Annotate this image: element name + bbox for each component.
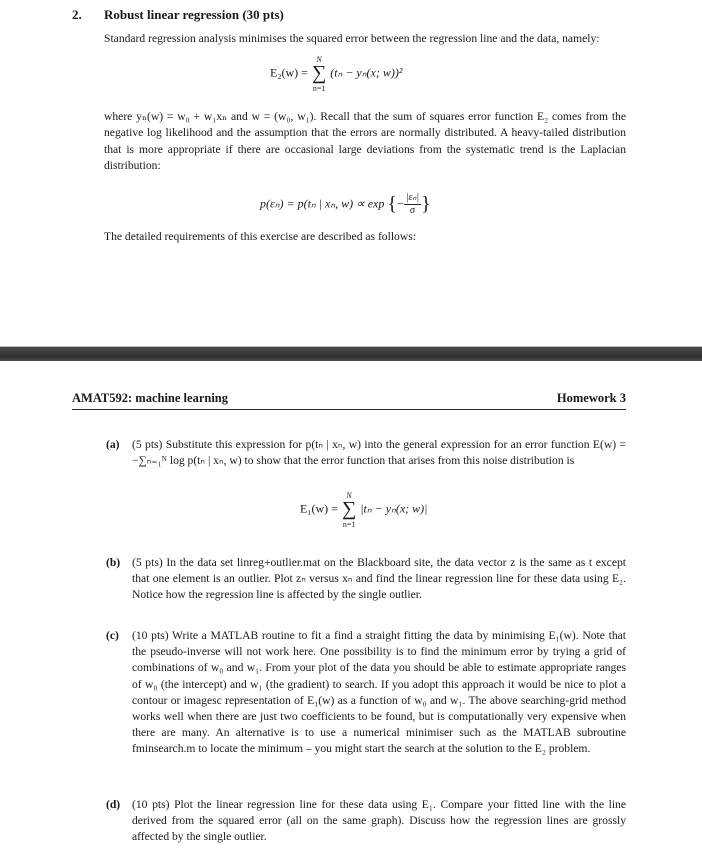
problem-number: 2. [72,7,82,22]
part-b [106,555,626,604]
sum-upper-limit: N [316,55,322,64]
equation-laplace-lhs: p(εₙ) = p(tₙ | xₙ, w) ∝ exp [260,196,385,211]
equation-e2-lhs: E₂(w) = [270,65,308,80]
course-title: AMAT592: machine learning [72,391,229,405]
part-d-label: (d) [106,798,121,811]
problem-heading [72,7,284,23]
part-b-label: (b) [106,556,121,569]
equation-e1-rhs: |tₙ − yₙ(x; w)| [360,501,428,516]
sum-symbol-e1: ∑ N n=1 [341,491,357,529]
sum-lower-limit-e1: n=1 [342,520,356,529]
equation-laplace: p(εₙ) = p(tₙ | xₙ, w) ∝ exp {− $\frac{\text{|εₙ|}}{\sigma}$ } [260,192,431,216]
fraction-numerator: |εₙ| [405,192,420,203]
sum-lower-limit: n=1 [312,84,326,93]
part-d [106,797,626,846]
sum-symbol: ∑ N n=1 [311,55,327,93]
equation-e2 [270,55,403,93]
requirements-text: The detailed requirements of this exercise are described as follows: [104,230,416,243]
equation-e1 [300,491,428,529]
part-d-text: (10 pts) Plot the linear regression line for these data using E₁. Compare your fitted line with the line derived from the squared error (all on the same graph). Discuss how the regression lines are grossly affected by the single outlier. [132,798,626,844]
problem-title: Robust linear regression (30 pts) [104,7,284,22]
page-header [72,391,626,410]
page-separator [0,346,702,362]
fraction-denominator: σ [409,205,415,216]
part-a [106,437,626,469]
part-b-text: (5 pts) In the data set linreg+outlier.mat on the Blackboard site, the data vector z is the same as t except that one element is an outlier. Plot zₙ versus xₙ and find the linear regression line for these data using E₂. Notice how the regression line is affected by the single outlier. [132,556,626,602]
part-c [106,628,626,758]
laplace-fraction [404,192,421,217]
equation-e2-rhs: (tₙ − yₙ(x; w))² [330,65,403,80]
part-c-text: (10 pts) Write a MATLAB routine to fit a find a straight fitting the data by minimising E₁(w). Note that the pseudo-inverse will not work here. One possibility is to find the minimum error by trying a grid of combinations of w₀ and w₁. From your plot of the data you should be able to estimate appropriate ranges of w₀ (the intercept) and w₁ (the gradient) to search. If you adopt this approach it would be nice to plot a contour or imagesc representation of E₁(w) as a function of w₀ and w₁. The above searching-grid method works well when there are just two coefficients to be found, but is computationally very expensive when there are many. An alternative is to use a numerical minimiser such as the MATLAB subroutine fminsearch.m to locate the minimum – you might start the search at the solution to the E₂ problem. [132,629,626,756]
sum-upper-limit-e1: N [346,491,352,500]
homework-label: Homework 3 [556,391,626,405]
where-paragraph: where yₙ(w) = w₀ + w₁xₙ and w = (w₀, w₁). Recall that the sum of squares error function E₂ comes from the negative log likelihood and the assumption that the errors are normally distributed. A heavy-tailed distribution that is more appropriate if there are occasional large deviations from the systematic trend is the Laplacian distribution: [104,110,626,172]
intro-paragraph: Standard regression analysis minimises the squared error between the regression line and the data, namely: [104,32,600,45]
part-a-text: (5 pts) Substitute this expression for p(tₙ | xₙ, w) into the general expression for an error function E(w) = −∑ₙ₌₁ᴺ log p(tₙ | xₙ, w) to show that the error function that arises from this noise distribution is [132,438,626,468]
page-top [0,0,702,346]
page-bottom [0,361,702,852]
part-a-label: (a) [106,438,120,451]
equation-e1-lhs: E₁(w) = [300,501,338,516]
part-c-label: (c) [106,629,119,642]
